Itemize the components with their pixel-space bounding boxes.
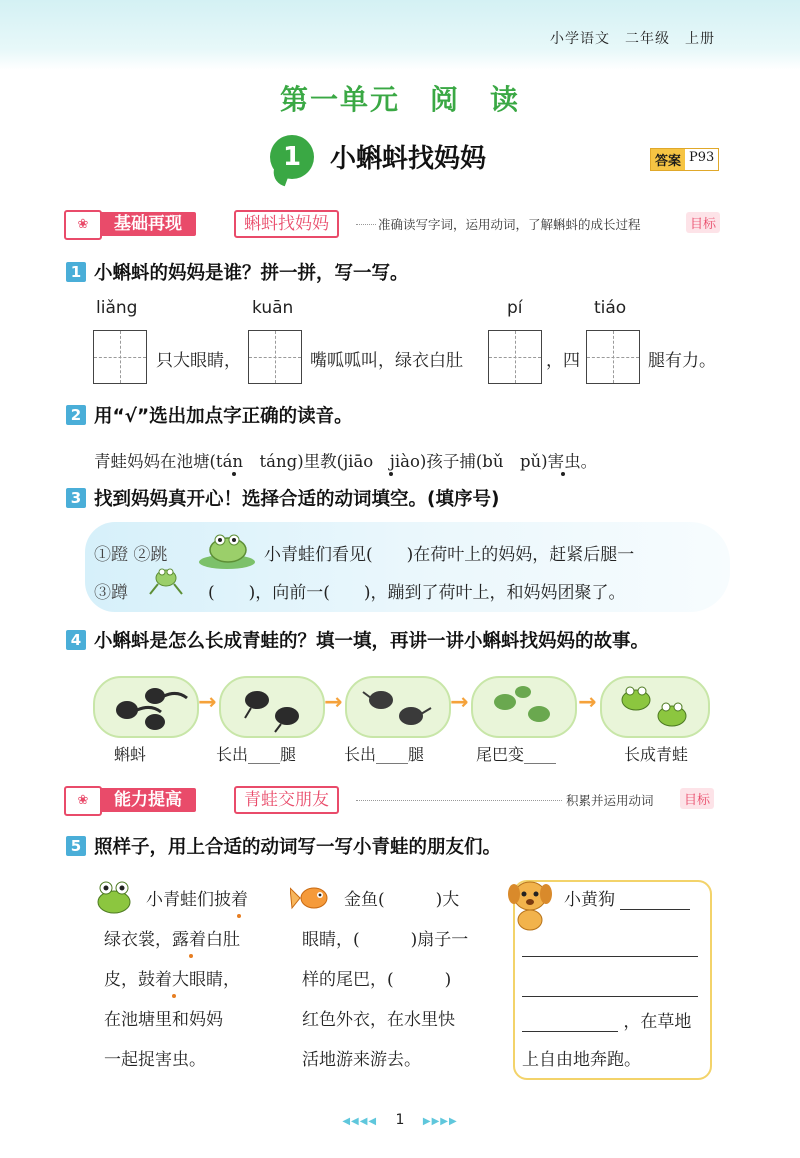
- question-number: 5: [66, 836, 86, 856]
- arrow-right-icon: →: [578, 690, 597, 715]
- puppy-icon: [506, 874, 554, 934]
- page-footer: [0, 1112, 800, 1128]
- writing-grid-box[interactable]: [488, 330, 542, 384]
- emphasis-dot: [389, 472, 393, 476]
- verb-options: ①蹬 ②跳: [94, 545, 168, 565]
- stage-label: 长成青蛙: [624, 745, 689, 764]
- question-text: 小蝌蚪是怎么长成青蛙的？填一填，再讲一讲小蝌蚪找妈妈的故事。: [94, 631, 650, 652]
- question-number: 3: [66, 488, 86, 508]
- book-icon: ❀: [64, 210, 102, 240]
- write-prompt: [564, 880, 690, 920]
- question-text: 找到妈妈真开心！选择合适的动词填空。(填序号): [94, 489, 500, 510]
- fill-line: 活地游来游去。: [302, 1050, 421, 1070]
- emphasis-dot: [561, 472, 565, 476]
- fill-line: 眼睛，( )扇子一: [302, 930, 469, 950]
- example-line: 皮，鼓着大眼睛，: [104, 970, 240, 990]
- emphasis-dot: [189, 954, 193, 958]
- tadpole-back-legs-icon: [221, 678, 323, 736]
- verb-options: ③蹲: [94, 583, 128, 603]
- answer-reference: [650, 148, 719, 171]
- growth-stage-back-legs: [219, 676, 325, 738]
- writing-grid-box[interactable]: [93, 330, 147, 384]
- question-number: 1: [66, 262, 86, 282]
- question-number: 4: [66, 630, 86, 650]
- frog-on-lily-pad-icon: [196, 528, 258, 570]
- book-icon: ❀: [64, 786, 102, 816]
- question-text: 用“√”选出加点字正确的读音。: [94, 406, 353, 427]
- section-subtitle: 蝌蚪找妈妈: [234, 210, 339, 238]
- emphasis-dot: [237, 914, 241, 918]
- write-prompt-end: 上自由地奔跑。: [522, 1050, 641, 1070]
- pinyin: pí: [507, 298, 523, 318]
- fill-line: 金鱼( )大: [344, 890, 460, 910]
- answer-line[interactable]: [620, 891, 690, 910]
- tadpole-icon: [95, 678, 197, 736]
- write-prompt-mid: ，在草地: [623, 1012, 692, 1032]
- growth-stage-front-legs: [345, 676, 451, 738]
- book-subject: 小学语文 二年级 上册: [550, 31, 715, 47]
- frog-icon: [602, 678, 708, 736]
- unit-title: 第一单元 阅 读: [279, 83, 520, 116]
- answer-label: 答案: [651, 149, 685, 170]
- arrow-right-icon: →: [324, 690, 343, 715]
- fill-line: 样的尾巴，( ): [302, 970, 452, 990]
- growth-stage-tail-shrinks: [471, 676, 577, 738]
- lesson-title: 小蝌蚪找妈妈: [330, 144, 487, 174]
- sentence-fragment: 嘴呱呱叫，绿衣白肚: [310, 351, 463, 371]
- growth-stage-frog: [600, 676, 710, 738]
- tadpole-front-legs-icon: [347, 678, 449, 736]
- answer-line[interactable]: [522, 1013, 618, 1032]
- section-divider: [356, 224, 376, 225]
- pinyin: liǎng: [96, 298, 138, 318]
- section-basics: [64, 210, 730, 238]
- answer-page: P93: [685, 149, 718, 170]
- pinyin: kuān: [252, 298, 294, 318]
- story-sentence: 小青蛙们看见( )在荷叶上的妈妈，赶紧后腿一: [264, 545, 635, 565]
- lesson-number: 1: [270, 135, 314, 179]
- arrow-right-icon: →: [198, 690, 217, 715]
- emphasis-dot: [232, 472, 236, 476]
- section-divider: [356, 800, 562, 801]
- example-line: 在池塘里和妈妈: [104, 1010, 223, 1030]
- section-main-title: 基础再现: [100, 212, 196, 236]
- section-goal-text: 积累并运用动词: [566, 793, 654, 808]
- frog-icon: [94, 876, 134, 916]
- page-number: 1: [395, 1112, 405, 1128]
- section-improve: [64, 786, 730, 814]
- example-line: 绿衣裳，露着白肚: [104, 930, 240, 950]
- goal-tag: 目标: [686, 212, 720, 233]
- question-text: 小蝌蚪的妈妈是谁？拼一拼，写一写。: [94, 263, 409, 284]
- arrow-right-icon: →: [450, 690, 469, 715]
- story-sentence: ( )，向前一( )，蹦到了荷叶上，和妈妈团聚了。: [208, 583, 626, 603]
- question-text: 照样子，用上合适的动词写一写小青蛙的朋友们。: [94, 837, 502, 858]
- growth-stage-tadpole: [93, 676, 199, 738]
- question-number: 2: [66, 405, 86, 425]
- left-chevrons-icon: ◀◀◀◀: [342, 1116, 378, 1127]
- section-goal-text: 准确读写字词，运用动词，了解蝌蚪的成长过程: [378, 217, 641, 232]
- section-subtitle: 青蛙交朋友: [234, 786, 339, 814]
- stage-label: 长出____腿: [344, 745, 425, 764]
- right-chevrons-icon: ▶▶▶▶: [422, 1116, 458, 1127]
- stage-label: 蝌蚪: [114, 745, 147, 764]
- emphasis-dot: [172, 994, 176, 998]
- writing-grid-box[interactable]: [248, 330, 302, 384]
- goal-tag: 目标: [680, 788, 714, 809]
- fill-line: 红色外衣，在水里快: [302, 1010, 455, 1030]
- write-prompt-start: 小黄狗: [564, 890, 615, 910]
- write-prompt: [522, 1002, 691, 1042]
- example-line: 一起捉害虫。: [104, 1050, 206, 1070]
- sentence-fragment: 只大眼睛，: [156, 351, 241, 371]
- pronunciation-sentence: 青蛙妈妈在池塘(tán táng)里教(jiāo jiào)孩子捕(bǔ pǔ)害虫。: [94, 452, 598, 471]
- sentence-fragment: ，四: [546, 351, 580, 371]
- pinyin: tiáo: [594, 298, 627, 318]
- stage-label: 长出____腿: [216, 745, 297, 764]
- section-main-title: 能力提高: [100, 788, 196, 812]
- jumping-frog-icon: [146, 562, 186, 598]
- goldfish-icon: [290, 878, 336, 918]
- writing-grid-box[interactable]: [586, 330, 640, 384]
- answer-line[interactable]: [522, 938, 698, 957]
- sentence-fragment: 腿有力。: [648, 351, 716, 371]
- stage-label: 尾巴变____: [476, 745, 557, 764]
- example-line: 小青蛙们披着: [146, 890, 248, 910]
- answer-line[interactable]: [522, 978, 698, 997]
- froglet-icon: [473, 678, 575, 736]
